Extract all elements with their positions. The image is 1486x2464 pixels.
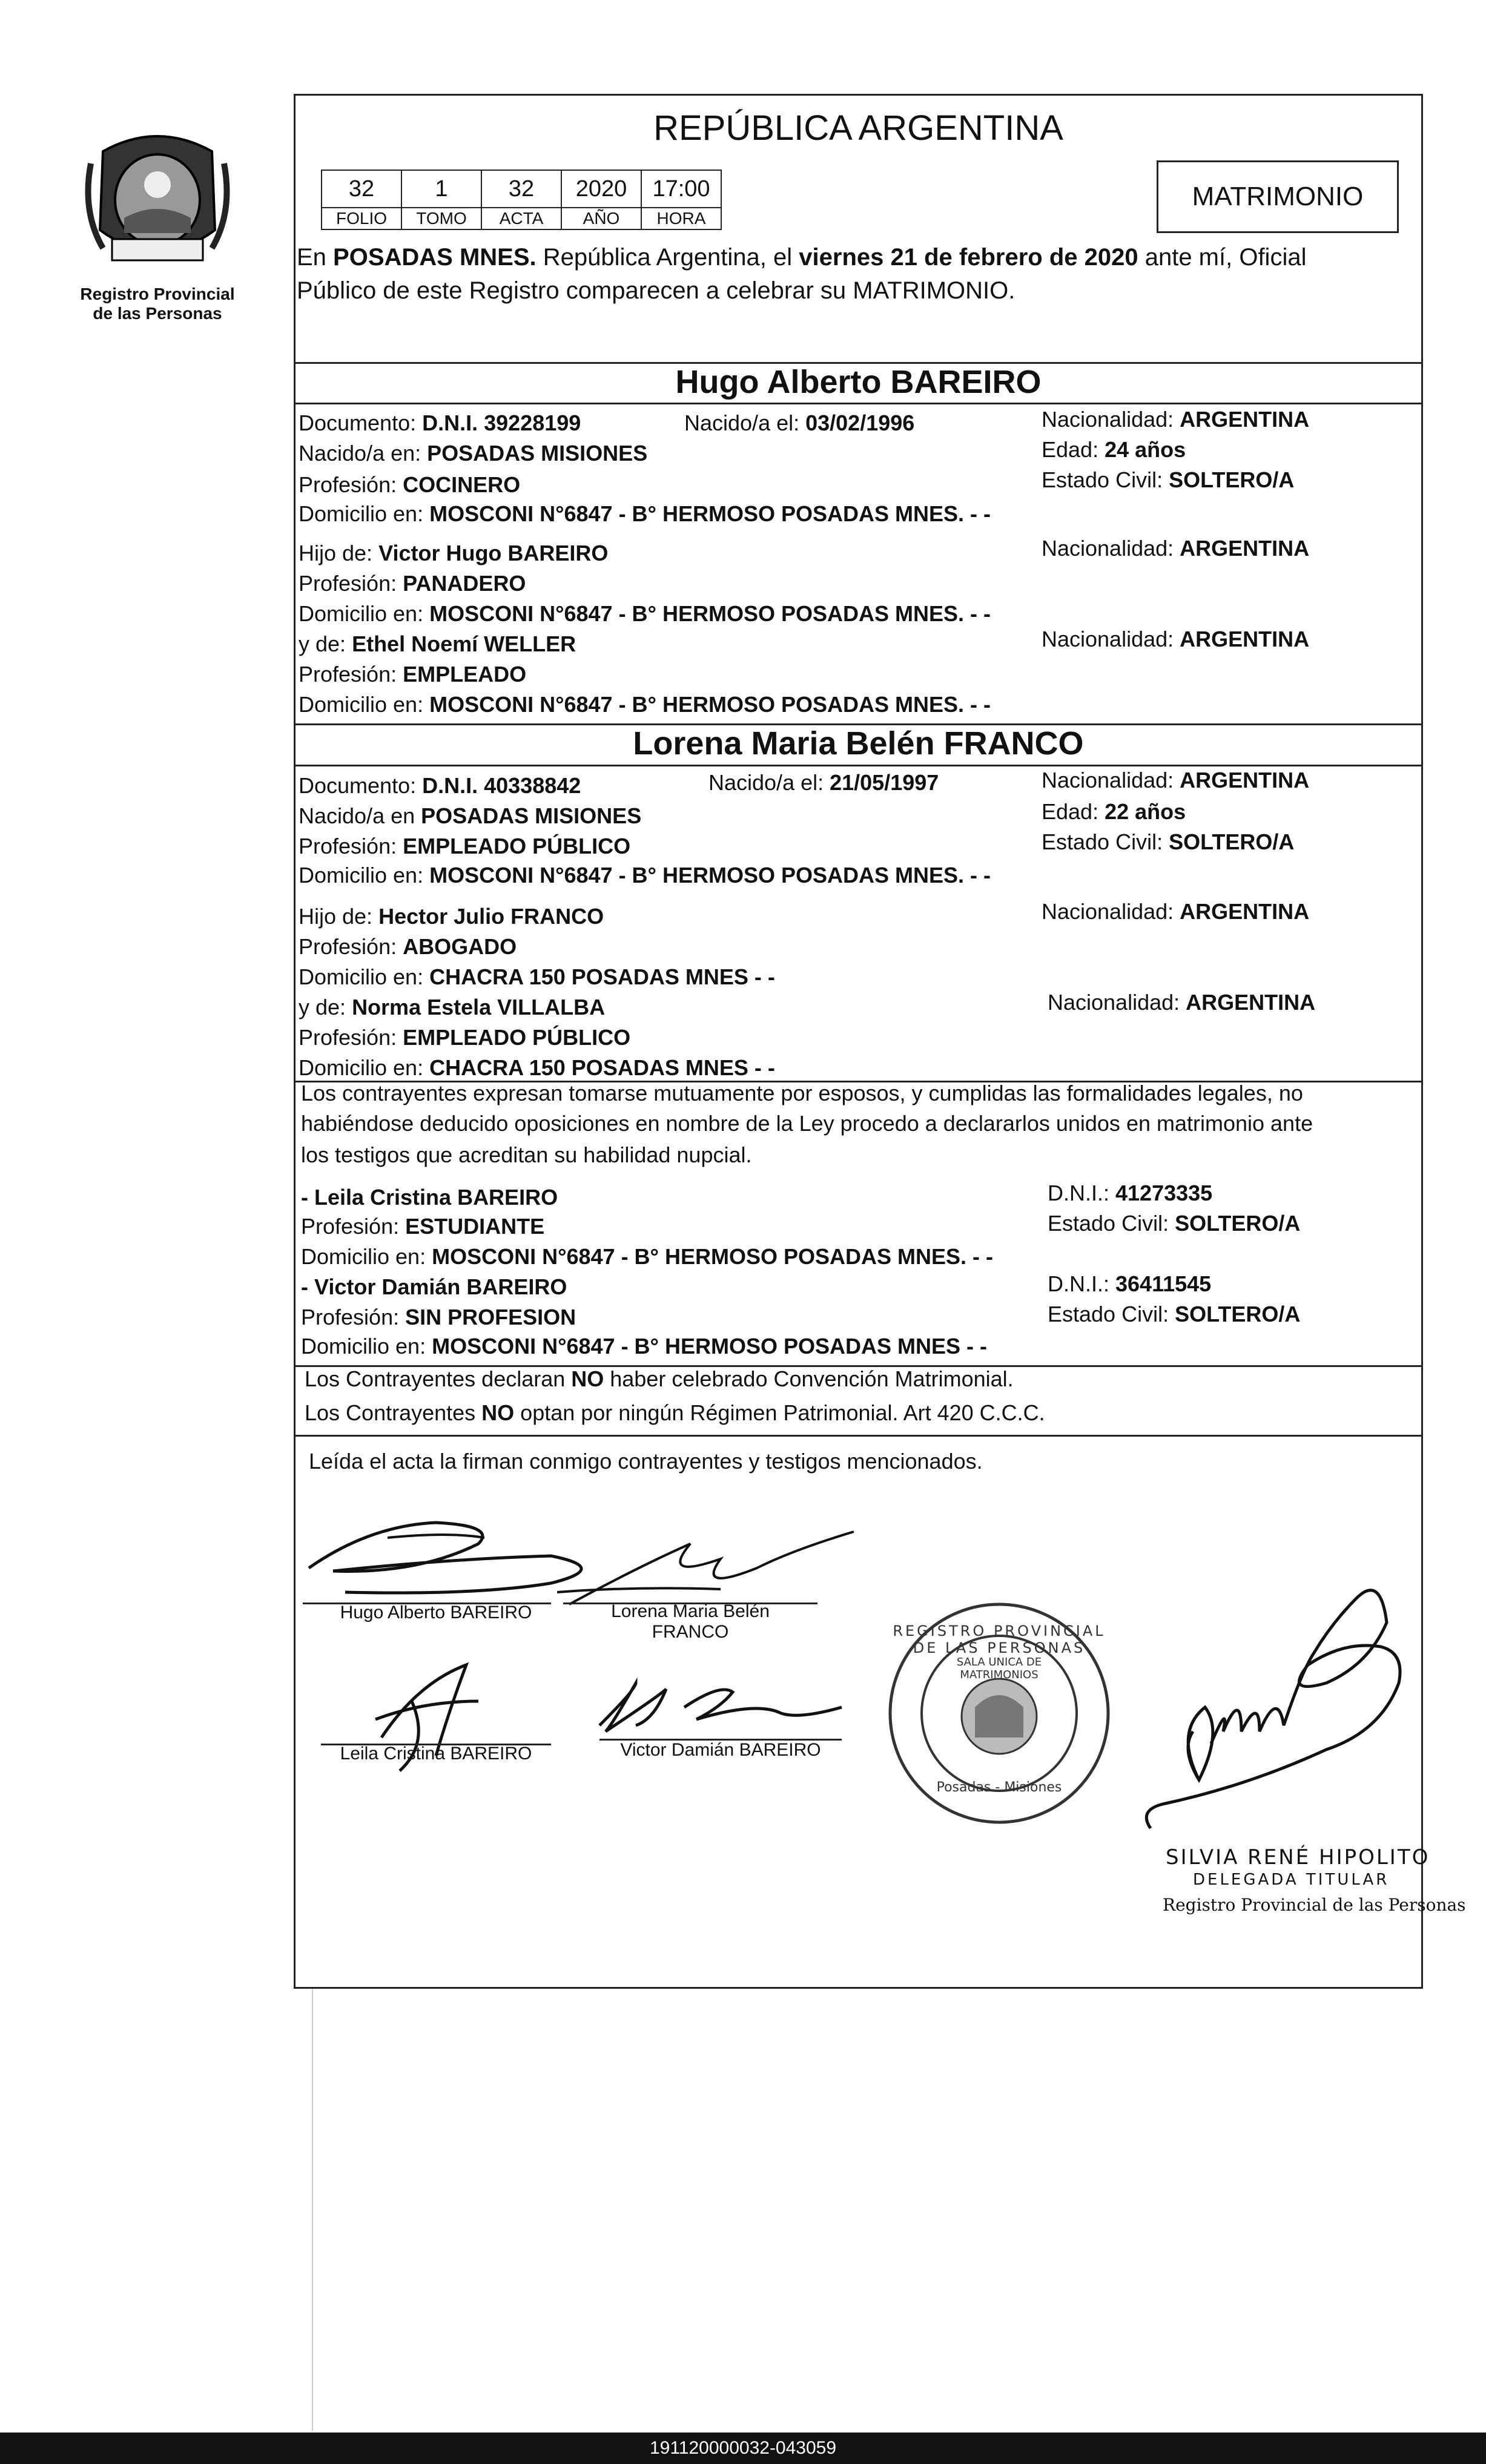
spouse-2-address: Domicilio en: MOSCONI N°6847 - B° HERMOSO POSADAS MNES. - - [299, 863, 991, 888]
witness-2-dni: D.N.I.: 36411545 [1048, 1271, 1212, 1296]
intro-line-2: Público de este Registro comparecen a celebrar su MATRIMONIO. [297, 277, 1015, 304]
seal-inner-text: SALA UNICA DE MATRIMONIOS [956, 1656, 1042, 1681]
register-table [321, 170, 722, 230]
spouse-1-document: Documento: D.N.I. 39228199 [299, 410, 581, 435]
hour-value: 17:00 [641, 170, 721, 208]
spouse-1-mother-profession: Profesión: EMPLEADO [299, 662, 527, 687]
country-title: REPÚBLICA ARGENTINA [653, 108, 1063, 148]
tomo-value: 1 [401, 170, 481, 208]
signature-spouse-1: Hugo Alberto BAREIRO [340, 1603, 532, 1622]
spouse-2-father-nationality: Nacionalidad: ARGENTINA [1042, 899, 1310, 924]
seal-outer-text: REGISTRO PROVINCIAL DE LAS PERSONAS [893, 1622, 1106, 1656]
hour-label: HORA [641, 208, 721, 229]
seal-bottom-text: Posadas - Misiones [936, 1780, 1062, 1795]
spouse-1-father-nationality: Nacionalidad: ARGENTINA [1042, 536, 1310, 561]
spouse-2-birthdate: Nacido/a el: 21/05/1997 [708, 770, 939, 795]
province-logo [79, 127, 236, 282]
tomo-label: TOMO [401, 208, 481, 229]
year-value: 2020 [561, 170, 641, 208]
convention-statement: Los Contrayentes declaran NO haber celebrado Convención Matrimonial. [305, 1366, 1014, 1391]
document-barcode-code: 191120000032-043059 [0, 2433, 1486, 2464]
document-type-box: MATRIMONIO [1157, 160, 1399, 233]
org-caption: Registro Provincial de las Personas [80, 285, 235, 323]
spouse-2-profession: Profesión: EMPLEADO PÚBLICO [299, 834, 631, 858]
witness-1-name: - Leila Cristina BAREIRO [301, 1185, 558, 1210]
regime-statement: Los Contrayentes NO optan por ningún Régimen Patrimonial. Art 420 C.C.C. [305, 1400, 1045, 1425]
witness-2-profession: Profesión: SIN PROFESION [301, 1305, 576, 1329]
spouse-1-age: Edad: 24 años [1042, 437, 1186, 462]
spouse-1-father-address: Domicilio en: MOSCONI N°6847 - B° HERMOSO POSADAS MNES. - - [299, 601, 991, 626]
closing-statement: Leída el acta la firman conmigo contrayentes y testigos mencionados. [309, 1449, 983, 1474]
witness-2-civil-status: Estado Civil: SOLTERO/A [1048, 1302, 1301, 1326]
witness-2-name: - Victor Damián BAREIRO [301, 1274, 567, 1299]
spouse-1-father: Hijo de: Victor Hugo BAREIRO [299, 541, 609, 565]
year-label: AÑO [561, 208, 641, 229]
section-divider [294, 403, 1423, 404]
witness-1-dni: D.N.I.: 41273335 [1048, 1181, 1213, 1205]
section-divider [294, 1435, 1423, 1437]
signature-witness-2: Victor Damián BAREIRO [620, 1740, 821, 1760]
spouse-1-name: Hugo Alberto BAREIRO [675, 364, 1042, 400]
spouse-2-father: Hijo de: Hector Julio FRANCO [299, 904, 604, 929]
spouse-1-birthdate: Nacido/a el: 03/02/1996 [684, 410, 915, 435]
spouse-1-profession: Profesión: COCINERO [299, 472, 521, 497]
spouse-2-name: Lorena Maria Belén FRANCO [633, 725, 1084, 762]
signature-witness-1: Leila Cristina BAREIRO [340, 1744, 532, 1764]
official-name: SILVIA RENÉ HIPOLITO [1166, 1845, 1430, 1869]
spouse-1-civil-status: Estado Civil: SOLTERO/A [1042, 467, 1295, 492]
spouse-1-birthplace: Nacido/a en: POSADAS MISIONES [299, 441, 648, 466]
spouse-2-age: Edad: 22 años [1042, 799, 1186, 824]
spouse-1-nationality: Nacionalidad: ARGENTINA [1042, 407, 1310, 432]
witness-1-address: Domicilio en: MOSCONI N°6847 - B° HERMOSO POSADAS MNES. - - [301, 1244, 993, 1269]
witness-2-address: Domicilio en: MOSCONI N°6847 - B° HERMOSO POSADAS MNES - - [301, 1334, 987, 1359]
official-signature [1126, 1550, 1417, 1865]
spouse-1-mother: y de: Ethel Noemí WELLER [299, 631, 576, 656]
section-divider [294, 765, 1423, 766]
witness-1-profession: Profesión: ESTUDIANTE [301, 1214, 545, 1239]
spouse-2-father-profession: Profesión: ABOGADO [299, 934, 517, 959]
spouse-2-nationality: Nacionalidad: ARGENTINA [1042, 768, 1310, 792]
spouse-1-mother-address: Domicilio en: MOSCONI N°6847 - B° HERMOSO POSADAS MNES. - - [299, 692, 991, 717]
spouse-2-mother-address: Domicilio en: CHACRA 150 POSADAS MNES - - [299, 1055, 775, 1080]
spouse-1-father-profession: Profesión: PANADERO [299, 571, 526, 596]
official-seal [884, 1598, 1114, 1828]
spouse-2-father-address: Domicilio en: CHACRA 150 POSADAS MNES - - [299, 964, 775, 989]
spouse-2-document: Documento: D.N.I. 40338842 [299, 773, 581, 798]
witness-1-civil-status: Estado Civil: SOLTERO/A [1048, 1211, 1301, 1236]
spouse-1-mother-nationality: Nacionalidad: ARGENTINA [1042, 627, 1310, 651]
official-org: Registro Provincial de las Personas [1163, 1895, 1466, 1915]
signature-spouse-2: Lorena Maria Belén FRANCO [611, 1601, 770, 1642]
acta-value: 32 [481, 170, 561, 208]
acta-label: ACTA [481, 208, 561, 229]
declaration-line-1: Los contrayentes expresan tomarse mutuamente por esposos, y cumplidas las formalidades legales, no [301, 1081, 1303, 1105]
declaration-line-3: los testigos que acreditan su habilidad nupcial. [301, 1142, 752, 1167]
folio-label: FOLIO [322, 208, 401, 229]
official-role: DELEGADA TITULAR [1193, 1871, 1390, 1889]
spouse-1-address: Domicilio en: MOSCONI N°6847 - B° HERMOSO POSADAS MNES. - - [299, 501, 991, 526]
spouse-2-mother-nationality: Nacionalidad: ARGENTINA [1048, 990, 1316, 1015]
folio-value: 32 [322, 170, 401, 208]
spouse-2-mother: y de: Norma Estela VILLALBA [299, 995, 606, 1020]
intro-line-1: En POSADAS MNES. República Argentina, el viernes 21 de febrero de 2020 ante mí, Oficial [297, 244, 1307, 271]
spouse-2-mother-profession: Profesión: EMPLEADO PÚBLICO [299, 1025, 631, 1050]
spouse-2-civil-status: Estado Civil: SOLTERO/A [1042, 829, 1295, 854]
declaration-line-2: habiéndose deducido oposiciones en nombre de la Ley procedo a declararlos unidos en matrimonio ante [301, 1111, 1313, 1136]
spouse-2-birthplace: Nacido/a en POSADAS MISIONES [299, 803, 642, 828]
